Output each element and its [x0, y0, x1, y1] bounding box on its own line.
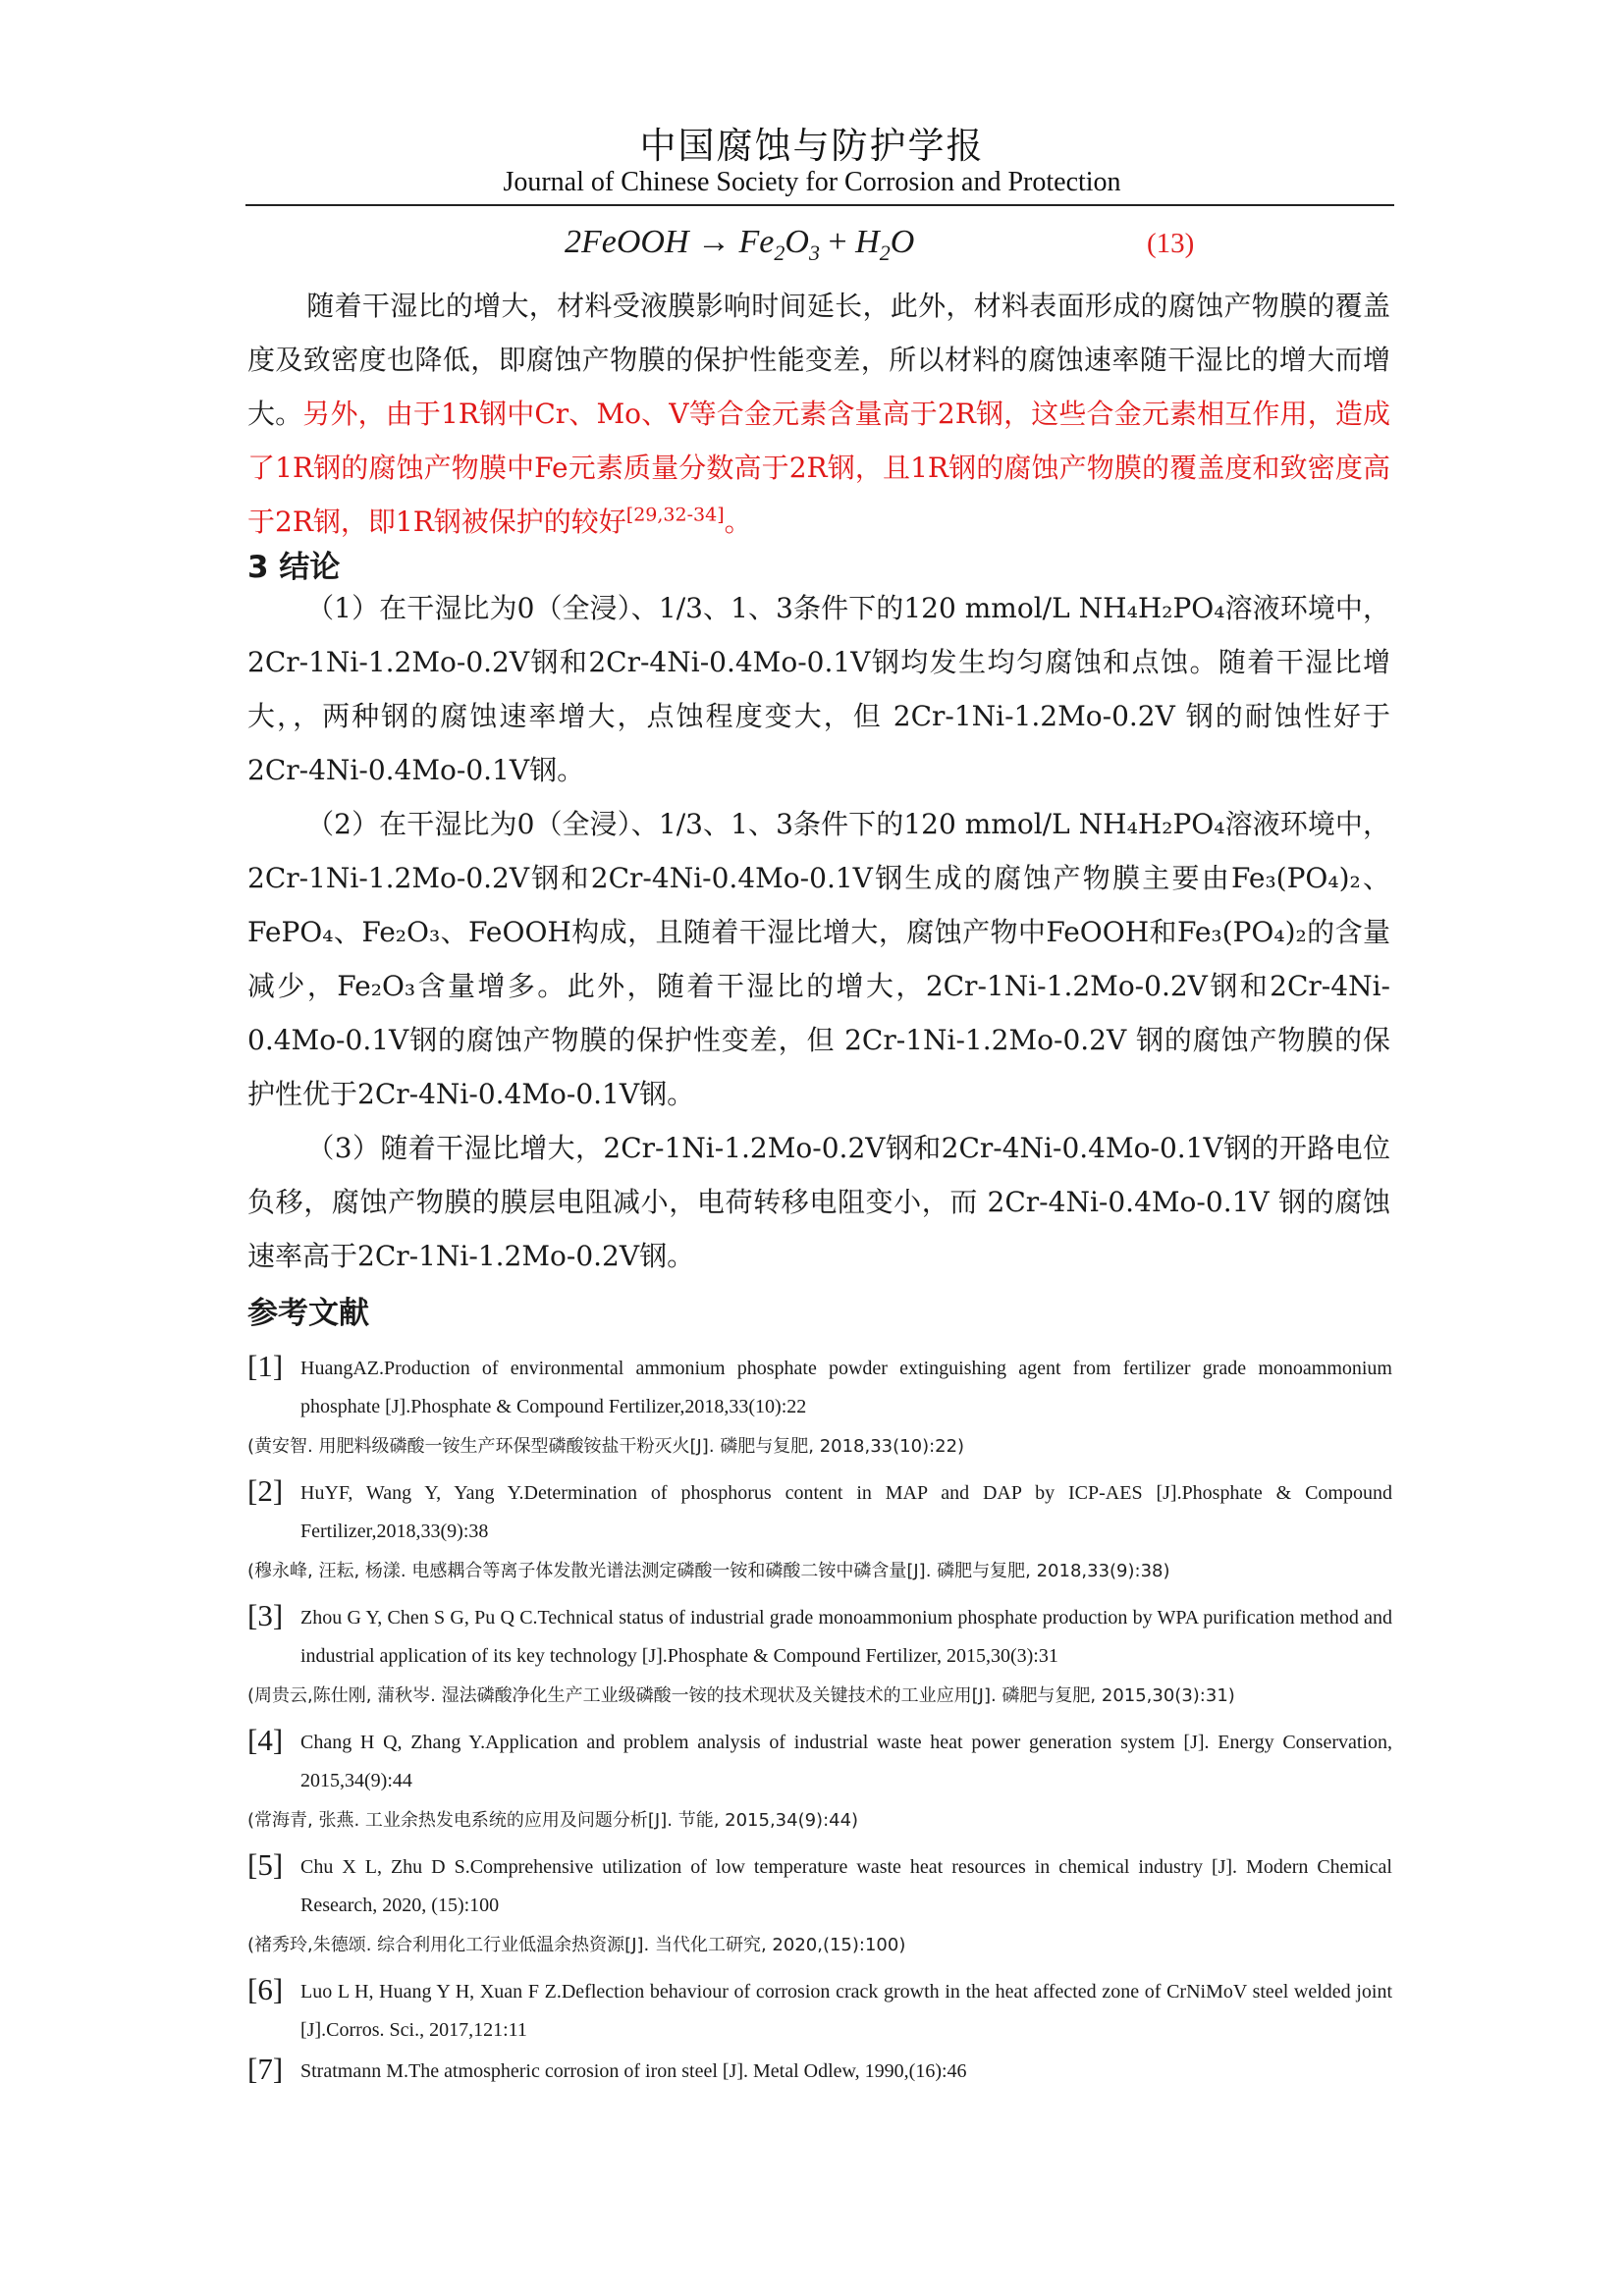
- reference-translation: (穆永峰, 汪耘, 杨漾. 电感耦合等离子体发散光谱法测定磷酸一铵和磷酸二铵中磷含量[J]. 磷肥与复肥, 2018,33(9):38): [247, 1561, 1170, 1581]
- reference-text: Luo L H, Huang Y H, Xuan F Z.Deflection behaviour of corrosion crack growth in the heat affected zone of CrNiMoV steel welded joint [J].Corros. Sci., 2017,121:11: [300, 1981, 1392, 2041]
- equation-h: H: [855, 224, 880, 260]
- reference-translation: (黄安智. 用肥料级磷酸一铵生产环保型磷酸铵盐干粉灭火[J]. 磷肥与复肥, 2018,33(10):22): [247, 1436, 965, 1457]
- reference-item: [247, 1596, 1392, 1713]
- reference-number: [1]: [247, 1349, 284, 1383]
- equation-o2: O: [890, 224, 915, 260]
- conclusion-paragraph-1: [247, 581, 1390, 797]
- references-heading: 参考文献: [247, 1296, 369, 1331]
- reference-translation: (常海青, 张燕. 工业余热发电系统的应用及问题分析[J]. 节能, 2015,34(9):44): [247, 1810, 859, 1831]
- reference-list: [247, 1347, 1392, 2091]
- reference-number: [2]: [247, 1473, 284, 1508]
- reference-text: Zhou G Y, Chen S G, Pu Q C.Technical status of industrial grade monoammonium phosphate production by WPA purification method and industrial application of its key technology [J].Phosphate & Compound Fertilizer, 2015,30(3):31: [300, 1607, 1392, 1667]
- reference-text: Chu X L, Zhu D S.Comprehensive utilization of low temperature waste heat resources in chemical industry [J]. Modern Chemical Research, 2020, (15):100: [300, 1856, 1392, 1916]
- equation-o-sub: 3: [808, 240, 820, 265]
- reference-text: HuYF, Wang Y, Yang Y.Determination of phosphorus content in MAP and DAP by ICP-AES [J].Phosphate & Compound Fertilizer,2018,33(9):38: [300, 1482, 1392, 1542]
- discussion-text: 随着干湿比的增大，材料受液膜影响时间延长，此外，材料表面形成的腐蚀产物膜的覆盖度及致密度也降低，即腐蚀产物膜的保护性能变差，所以材料的腐蚀速率随干湿比的增大而增大。: [247, 290, 1390, 430]
- reference-number: [6]: [247, 1972, 284, 2006]
- reference-item: [247, 1845, 1392, 1962]
- discussion-paragraph: [247, 279, 1390, 549]
- reference-translation: (褚秀玲,朱德颂. 综合利用化工行业低温余热资源[J]. 当代化工研究, 2020,(15):100): [247, 1935, 906, 1955]
- conclusion-text-3: （3）随着干湿比增大，2Cr-1Ni-1.2Mo-0.2V钢和2Cr-4Ni-0.4Mo-0.1V钢的开路电位负移，腐蚀产物膜的膜层电阻减小，电荷转移电阻变小，而 2Cr-4Ni-0.4Mo-0.1V 钢的腐蚀速率高于2Cr-1Ni-1.2Mo-0.2V钢。: [247, 1132, 1390, 1272]
- equation-lhs: 2FeOOH: [565, 224, 689, 260]
- discussion-end: 。: [724, 506, 752, 538]
- conclusion-text-1: （1）在干湿比为0（全浸）、1/3、1、3条件下的120 mmol/L NH₄H₂PO₄溶液环境中，2Cr-1Ni-1.2Mo-0.2V钢和2Cr-4Ni-0.4Mo-0.1V钢均发生均匀腐蚀和点蚀。随着干湿比增大，，两种钢的腐蚀速率增大，点蚀程度变大，但 2Cr-1Ni-1.2Mo-0.2V 钢的耐蚀性好于2Cr-4Ni-0.4Mo-0.1V钢。: [247, 592, 1390, 786]
- equation-o: O: [785, 224, 809, 260]
- equation-arrow: →: [697, 224, 731, 260]
- reference-text: Chang H Q, Zhang Y.Application and problem analysis of industrial waste heat power generation system [J]. Energy Conservation, 2015,34(9):44: [300, 1732, 1392, 1791]
- equation-fe: Fe: [738, 224, 775, 260]
- discussion-citation: [29,32-34]: [625, 504, 725, 526]
- equation-number: (13): [1147, 228, 1195, 259]
- equation-plus: +: [828, 224, 847, 260]
- discussion-highlight: 另外，由于1R钢中Cr、Mo、V等合金元素含量高于2R钢，这些合金元素相互作用，造成了1R钢的腐蚀产物膜中Fe元素质量分数高于2R钢，且1R钢的腐蚀产物膜的覆盖度和致密度高于2R钢，即1R钢被保护的较好: [247, 398, 1390, 538]
- reference-item: [247, 1721, 1392, 1838]
- equation-fe-sub: 2: [774, 240, 785, 265]
- reference-item: [247, 1347, 1392, 1464]
- conclusion-paragraph-2: [247, 797, 1390, 1121]
- reference-item: [247, 1970, 1392, 2050]
- reference-number: [7]: [247, 2052, 284, 2086]
- equation-13: [565, 224, 915, 265]
- conclusion-text-2: （2）在干湿比为0（全浸）、1/3、1、3条件下的120 mmol/L NH₄H₂PO₄溶液环境中，2Cr-1Ni-1.2Mo-0.2V钢和2Cr-4Ni-0.4Mo-0.1V钢生成的腐蚀产物膜主要由Fe₃(PO₄)₂、FePO₄、Fe₂O₃、FeOOH构成，且随着干湿比增大，腐蚀产物中FeOOH和Fe₃(PO₄)₂的含量减少，Fe₂O₃含量增多。此外，随着干湿比的增大，2Cr-1Ni-1.2Mo-0.2V钢和2Cr-4Ni-0.4Mo-0.1V钢的腐蚀产物膜的保护性变差，但 2Cr-1Ni-1.2Mo-0.2V 钢的腐蚀产物膜的保护性优于2Cr-4Ni-0.4Mo-0.1V钢。: [247, 808, 1390, 1110]
- reference-number: [5]: [247, 1847, 284, 1882]
- reference-item: [247, 2050, 1392, 2091]
- equation-h-sub: 2: [879, 240, 891, 265]
- reference-number: [3]: [247, 1598, 284, 1632]
- journal-title-cn: 中国腐蚀与防护学报: [639, 125, 985, 167]
- reference-translation: (周贵云,陈仕刚, 蒲秋岑. 湿法磷酸净化生产工业级磷酸一铵的技术现状及关键技术的工业应用[J]. 磷肥与复肥, 2015,30(3):31): [247, 1685, 1235, 1706]
- reference-number: [4]: [247, 1723, 284, 1757]
- conclusion-heading: 3 结论: [247, 550, 341, 585]
- journal-title-en: Journal of Chinese Society for Corrosion and Protection: [503, 167, 1121, 197]
- reference-text: HuangAZ.Production of environmental ammonium phosphate powder extinguishing agent from fertilizer grade monoammonium phosphate [J].Phosphate & Compound Fertilizer,2018,33(10):22: [300, 1358, 1392, 1417]
- reference-text: Stratmann M.The atmospheric corrosion of iron steel [J]. Metal Odlew, 1990,(16):46: [300, 2060, 967, 2082]
- conclusion-paragraph-3: [247, 1121, 1390, 1283]
- reference-item: [247, 1471, 1392, 1588]
- header-rule: [245, 204, 1394, 206]
